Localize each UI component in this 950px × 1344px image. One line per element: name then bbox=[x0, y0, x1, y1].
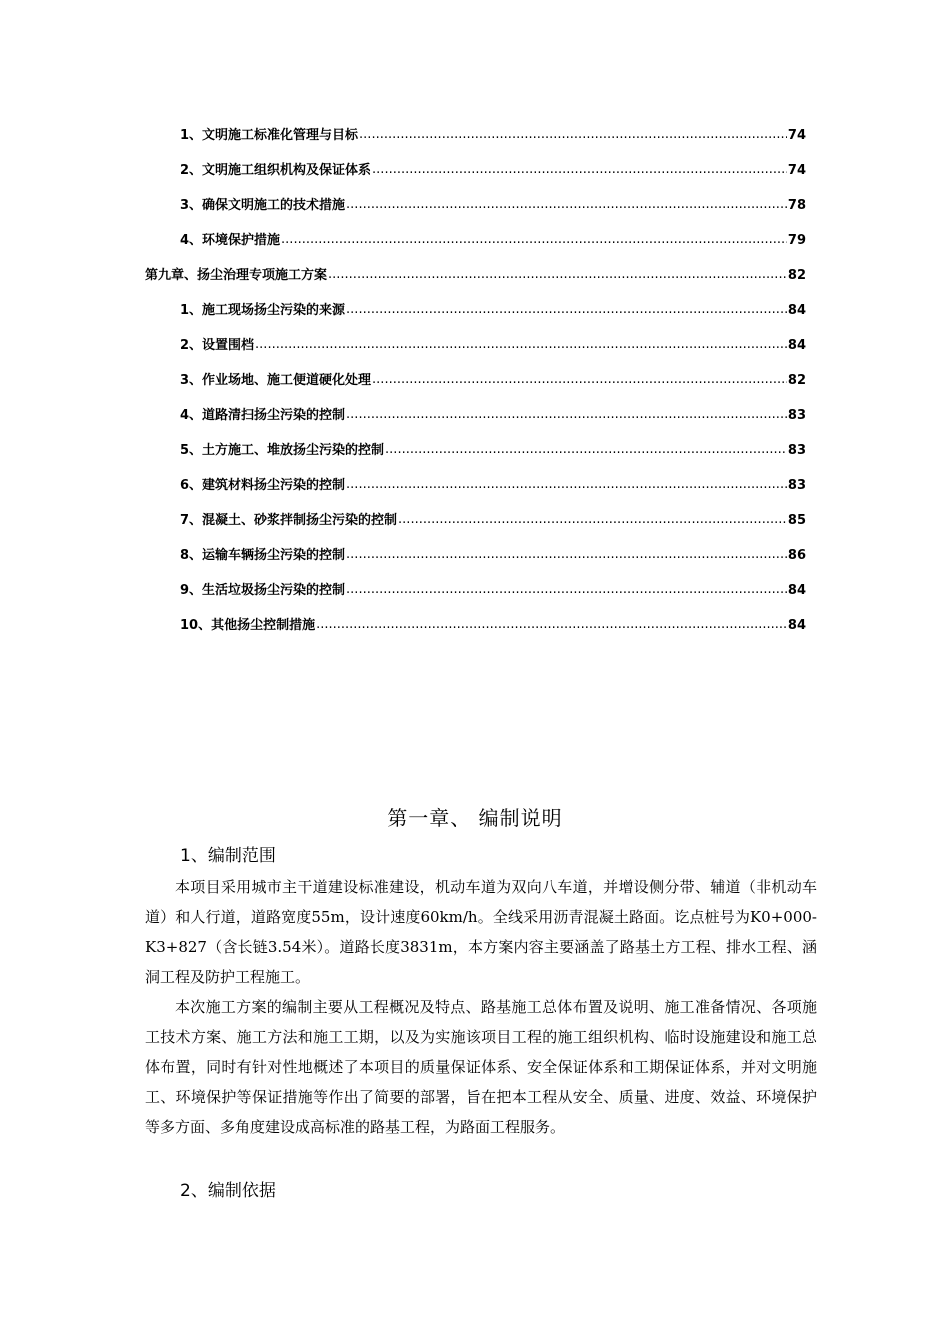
toc-entry-page: 82 bbox=[787, 373, 806, 388]
toc-entry-label: 4、道路清扫扬尘污染的控制 bbox=[180, 408, 346, 423]
toc-entry-page: 79 bbox=[787, 233, 806, 248]
toc-leader-dots bbox=[328, 266, 787, 284]
toc-entry-label: 6、建筑材料扬尘污染的控制 bbox=[180, 478, 346, 493]
toc-entry[interactable] bbox=[180, 232, 806, 250]
toc-entry-label: 2、文明施工组织机构及保证体系 bbox=[180, 163, 372, 178]
section-title-scope: 1、编制范围 bbox=[180, 846, 276, 866]
toc-entry-page: 83 bbox=[787, 443, 806, 458]
toc-entry-page: 83 bbox=[787, 408, 806, 423]
toc-entry[interactable] bbox=[180, 547, 806, 565]
toc-entry-label: 1、施工现场扬尘污染的来源 bbox=[180, 303, 346, 318]
toc-chapter-entry[interactable] bbox=[145, 267, 806, 285]
toc-leader-dots bbox=[359, 126, 787, 144]
toc-entry[interactable] bbox=[180, 127, 806, 145]
toc-entry-label: 4、环境保护措施 bbox=[180, 233, 281, 248]
toc-entry[interactable] bbox=[180, 302, 806, 320]
toc-leader-dots bbox=[372, 161, 787, 179]
toc-entry[interactable] bbox=[180, 617, 806, 635]
section-title-basis: 2、编制依据 bbox=[180, 1181, 276, 1201]
toc-entry-page: 85 bbox=[787, 513, 806, 528]
toc-entry[interactable] bbox=[180, 162, 806, 180]
toc-entry[interactable] bbox=[180, 477, 806, 495]
toc-leader-dots bbox=[398, 511, 787, 529]
toc-entry-label: 3、确保文明施工的技术措施 bbox=[180, 198, 346, 213]
toc-leader-dots bbox=[346, 301, 787, 319]
toc-leader-dots bbox=[255, 336, 787, 354]
toc-entry-page: 83 bbox=[787, 478, 806, 493]
toc-entry-label: 第九章、扬尘治理专项施工方案 bbox=[145, 268, 328, 283]
toc-entry-label: 5、土方施工、堆放扬尘污染的控制 bbox=[180, 443, 385, 458]
toc-leader-dots bbox=[316, 616, 787, 634]
toc-entry-label: 7、混凝土、砂浆拌制扬尘污染的控制 bbox=[180, 513, 398, 528]
toc-leader-dots bbox=[385, 441, 787, 459]
body-paragraph: 本次施工方案的编制主要从工程概况及特点、路基施工总体布置及说明、施工准备情况、各项施工技术方案、施工方法和施工工期，以及为实施该项目工程的施工组织机构、临时设施建设和施工总体布置，同时有针对性地概述了本项目的质量保证体系、安全保证体系和工期保证体系，并对文明施工、环境保护等保证措施等作出了简要的部署，旨在把本工程从安全、质量、进度、效益、环境保护等多方面、多角度建设成高标准的路基工程，为路面工程服务。 bbox=[145, 998, 817, 1136]
chapter-title: 第一章、 编制说明 bbox=[387, 806, 563, 830]
toc-entry-page: 74 bbox=[787, 128, 806, 143]
toc-entry-label: 1、文明施工标准化管理与目标 bbox=[180, 128, 359, 143]
toc-entry[interactable] bbox=[180, 582, 806, 600]
body-paragraph: 本项目采用城市主干道建设标准建设，机动车道为双向八车道，并增设侧分带、辅道（非机动车道）和人行道，道路宽度55m，设计速度60km/h。全线采用沥青混凝土路面。讫点桩号为K0+000-K3+827（含长链3.54米）。道路长度3831m，本方案内容主要涵盖了路基土方工程、排水工程、涵洞工程及防护工程施工。 bbox=[145, 878, 817, 986]
toc-entry-label: 3、作业场地、施工便道硬化处理 bbox=[180, 373, 372, 388]
toc-entry-page: 84 bbox=[787, 338, 806, 353]
toc-entry-label: 10、其他扬尘控制措施 bbox=[180, 618, 316, 633]
toc-entry[interactable] bbox=[180, 197, 806, 215]
toc-entry-label: 2、设置围档 bbox=[180, 338, 255, 353]
toc-entry[interactable] bbox=[180, 442, 806, 460]
toc-leader-dots bbox=[346, 196, 787, 214]
toc-entry[interactable] bbox=[180, 372, 806, 390]
toc-leader-dots bbox=[281, 231, 787, 249]
toc-entry-page: 74 bbox=[787, 163, 806, 178]
toc-entry-page: 84 bbox=[787, 583, 806, 598]
toc-entry[interactable] bbox=[180, 337, 806, 355]
toc-leader-dots bbox=[346, 581, 787, 599]
toc-leader-dots bbox=[372, 371, 787, 389]
toc-leader-dots bbox=[346, 476, 787, 494]
toc-entry-page: 84 bbox=[787, 303, 806, 318]
toc-entry-page: 82 bbox=[787, 268, 806, 283]
toc-entry[interactable] bbox=[180, 407, 806, 425]
toc-entry-label: 9、生活垃圾扬尘污染的控制 bbox=[180, 583, 346, 598]
toc-leader-dots bbox=[346, 406, 787, 424]
toc-entry-page: 86 bbox=[787, 548, 806, 563]
toc-entry-page: 78 bbox=[787, 198, 806, 213]
toc-leader-dots bbox=[346, 546, 787, 564]
toc-entry-page: 84 bbox=[787, 618, 806, 633]
toc-entry-label: 8、运输车辆扬尘污染的控制 bbox=[180, 548, 346, 563]
toc-entry[interactable] bbox=[180, 512, 806, 530]
